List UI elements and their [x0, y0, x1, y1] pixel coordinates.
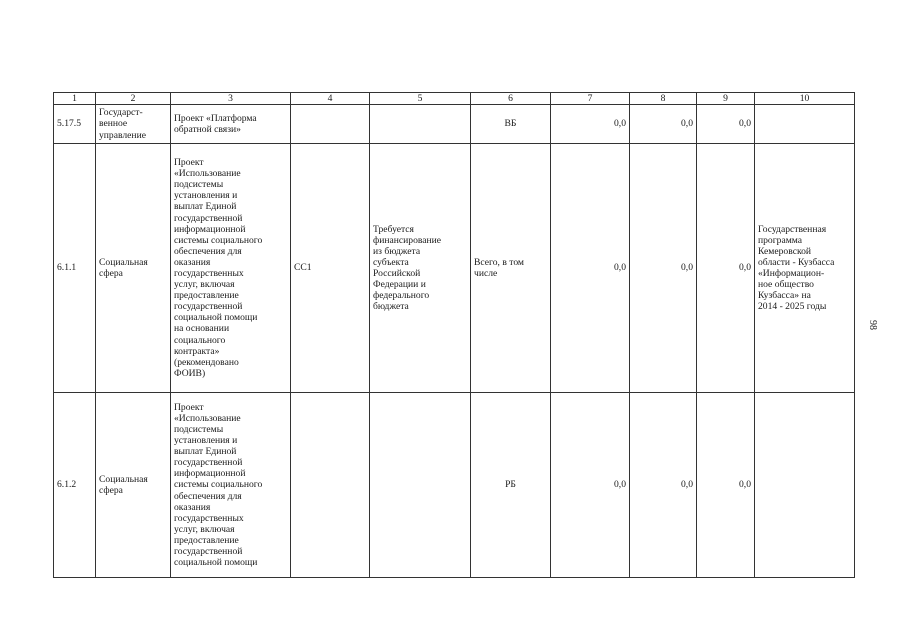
project-name: Проект «Платформа обратной связи»	[171, 105, 291, 144]
project-name: Проект «Использование подсистемы установления и выплат Единой государственной информационной системы социального обеспечения для оказания государственных услуг, включая предоставление государственной социальной помощи на основании социального контракта» (рекомендовано ФОИВ)	[171, 144, 291, 393]
amount-col7: 0,0	[551, 105, 630, 144]
table-row	[54, 393, 855, 578]
funding-note: Требуется финансирование из бюджета субъекта Российской Федерации и федерального бюджета	[370, 144, 471, 393]
code: СС1	[291, 144, 370, 393]
program-table	[53, 92, 855, 578]
sector: Социальная сфера	[96, 144, 171, 393]
amount-col9: 0,0	[697, 393, 755, 578]
funding-source: РБ	[471, 393, 551, 578]
column-number: 2	[96, 93, 171, 105]
funding-source: ВБ	[471, 105, 551, 144]
page-number: 98	[867, 320, 878, 330]
column-number: 10	[755, 93, 855, 105]
sector: Социальная сфера	[96, 393, 171, 578]
amount-col8: 0,0	[630, 105, 697, 144]
column-number: 5	[370, 93, 471, 105]
amount-col9: 0,0	[697, 105, 755, 144]
column-number: 3	[171, 93, 291, 105]
column-number: 4	[291, 93, 370, 105]
code	[291, 393, 370, 578]
item-number: 6.1.2	[54, 393, 96, 578]
amount-col7: 0,0	[551, 393, 630, 578]
amount-col9: 0,0	[697, 144, 755, 393]
state-program	[755, 105, 855, 144]
item-number: 6.1.1	[54, 144, 96, 393]
code	[291, 105, 370, 144]
table-row	[54, 105, 855, 144]
column-number: 6	[471, 93, 551, 105]
state-program	[755, 393, 855, 578]
state-program: Государственная программа Кемеровской области - Кузбасса «Информацион- ное общество Кузбасса» на 2014 - 2025 годы	[755, 144, 855, 393]
column-number-row	[54, 93, 855, 105]
column-number: 1	[54, 93, 96, 105]
funding-note	[370, 393, 471, 578]
amount-col8: 0,0	[630, 393, 697, 578]
column-number: 7	[551, 93, 630, 105]
sector: Государст- венное управление	[96, 105, 171, 144]
funding-note	[370, 105, 471, 144]
column-number: 8	[630, 93, 697, 105]
funding-source: Всего, в том числе	[471, 144, 551, 393]
table-row	[54, 144, 855, 393]
amount-col7: 0,0	[551, 144, 630, 393]
item-number: 5.17.5	[54, 105, 96, 144]
project-name: Проект «Использование подсистемы установления и выплат Единой государственной информационной системы социального обеспечения для оказания государственных услуг, включая предоставление государственной социальной помощи	[171, 393, 291, 578]
column-number: 9	[697, 93, 755, 105]
amount-col8: 0,0	[630, 144, 697, 393]
